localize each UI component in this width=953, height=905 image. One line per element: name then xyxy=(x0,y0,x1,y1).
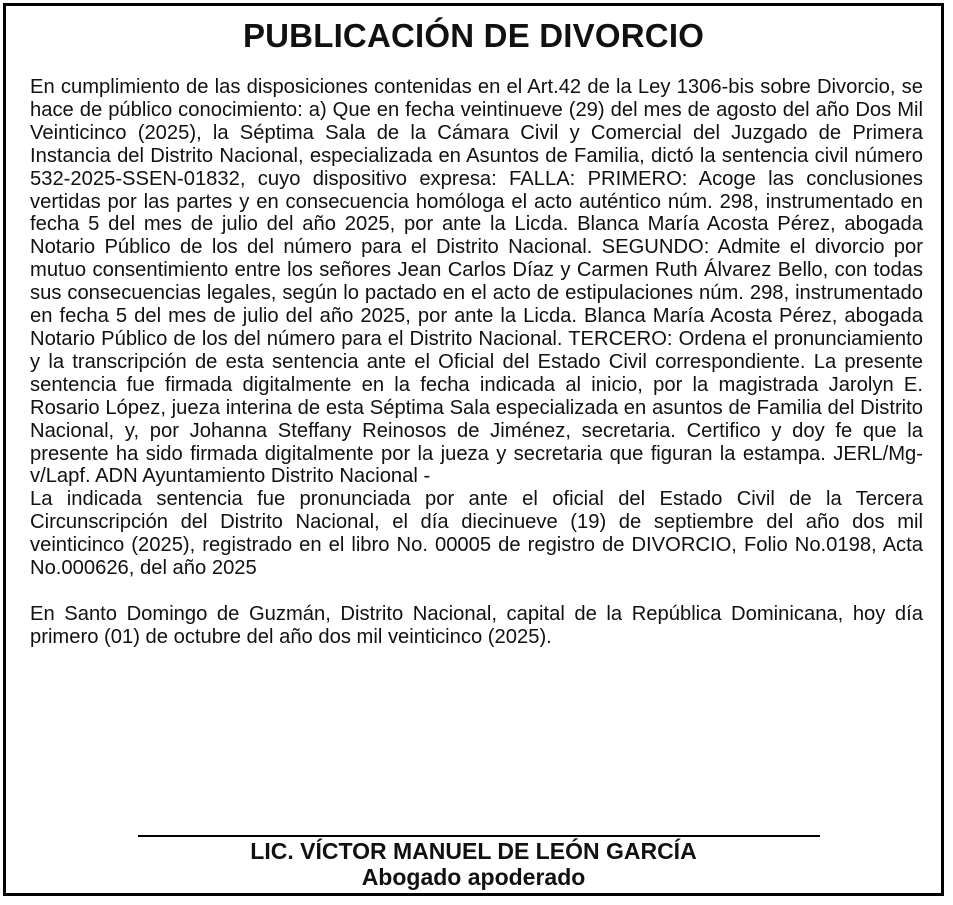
notice-paragraph-registration: La indicada sentencia fue pronunciada por ante el oficial del Estado Civil de la Tercera Circunscripción del Distrito Nacional, el día diecinueve (19) de septiembre del año dos mil veinticinco (2025), registrado en el libro No. 00005 de registro de DIVORCIO, Folio No.0198, Acta No.000626, del año 2025 xyxy=(30,488,923,580)
notice-paragraph-ruling: En cumplimiento de las disposiciones contenidas en el Art.42 de la Ley 1306-bis sobre Divorcio, se hace de público conocimiento: a) Que en fecha veintinueve (29) del mes de agosto del año Dos Mil Veinticinco (2025), la Séptima Sala de la Cámara Civil y Comercial del Juzgado de Primera Instancia del Distrito Nacional, especializada en Asuntos de Familia, dictó la sentencia civil número 532-2025-SSEN-01832, cuyo dispositivo expresa: FALLA: PRIMERO: Acoge las conclusiones vertidas por las partes y en consecuencia homóloga el acto auténtico núm. 298, instrumentado en fecha 5 del mes de julio del año 2025, por ante la Licda. Blanca María Acosta Pérez, abogada Notario Público de los del número para el Distrito Nacional. SEGUNDO: Admite el divorcio por mutuo consentimiento entre los señores Jean Carlos Díaz y Carmen Ruth Álvarez Bello, con todas sus consecuencias legales, según lo pactado en el acto de estipulaciones núm. 298, instrumentado en fecha 5 del mes de julio del año 2025, por ante la Licda. Blanca María Acosta Pérez, abogada Notario Público de los del número para el Distrito Nacional. TERCERO: Ordena el pronunciamiento y la transcripción de esta sentencia ante el Oficial del Estado Civil correspondiente. La presente sentencia fue firmada digitalmente en la fecha indicada al inicio, por la magistrada Jarolyn E. Rosario López, jueza interina de esta Séptima Sala especializada en asuntos de Familia del Distrito Nacional, y, por Johanna Steffany Reinosos de Jiménez, secretaria. Certifico y doy fe que la presente ha sido firmada digitalmente por la jueza y secretaria que figuran la estampa. JERL/Mg-v/Lapf. ADN Ayuntamiento Distrito Nacional - xyxy=(30,76,923,488)
signature-line xyxy=(138,835,820,837)
notice-title: PUBLICACIÓN DE DIVORCIO xyxy=(242,17,705,54)
notice-body xyxy=(30,76,923,649)
signatory-name: LIC. VÍCTOR MANUEL DE LEÓN GARCÍA xyxy=(250,838,697,864)
signatory-role: Abogado apoderado xyxy=(361,864,586,890)
divorce-publication-notice xyxy=(3,3,944,896)
notice-paragraph-place-date: En Santo Domingo de Guzmán, Distrito Nacional, capital de la República Dominicana, hoy día primero (01) de octubre del año dos mil veinticinco (2025). xyxy=(30,602,923,648)
